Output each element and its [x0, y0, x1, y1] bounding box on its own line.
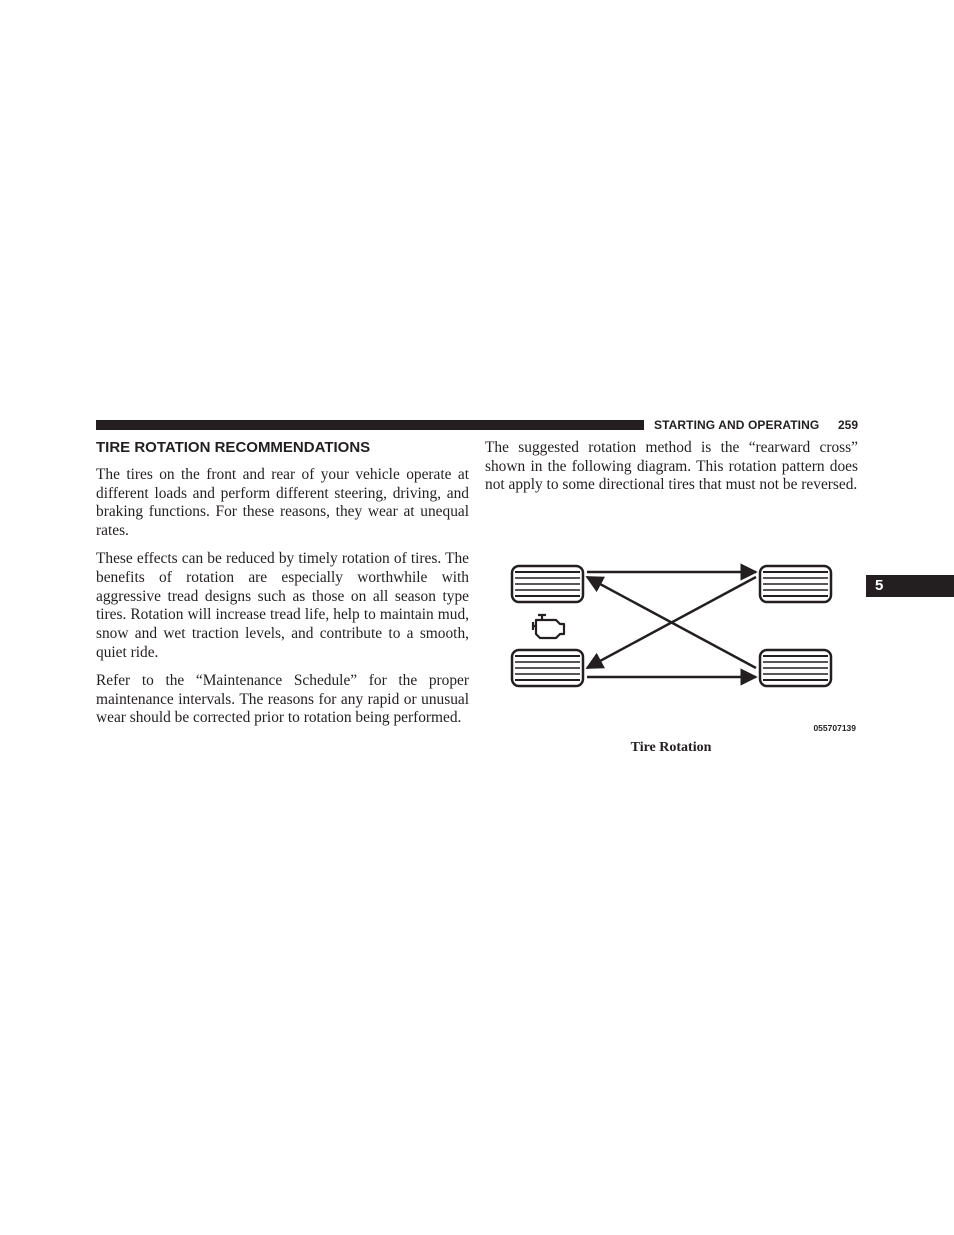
paragraph: Refer to the “Maintenance Schedule” for the proper maintenance intervals. The reasons for any rapid or unusual wear should be corrected prior to rotation being performed.: [96, 672, 469, 727]
paragraph: These effects can be reduced by timely rotation of tires. The benefits of rotation are especially worthwhile with aggressive tread designs such as those on all season type tires. Rotation will increase tread life, help to maintain mud, snow and wet traction levels, and contribute to a smooth, quiet ride.: [96, 550, 469, 661]
tire-icon: [512, 650, 583, 686]
header-rule: [96, 420, 644, 430]
running-header: [654, 417, 858, 433]
chapter-tab: 5: [866, 575, 954, 597]
section-title: STARTING AND OPERATING: [654, 418, 820, 432]
page-number: 259: [837, 418, 858, 432]
tire-icon: [760, 566, 831, 602]
right-column: [485, 439, 858, 495]
figure-code: 055707139: [813, 723, 856, 733]
paragraph: The suggested rotation method is the “rearward cross” shown in the following diagram. This rotation pattern does not apply to some directional tires that must not be reversed.: [485, 439, 858, 494]
left-column: [96, 466, 469, 728]
engine-icon: [533, 615, 564, 638]
tire-icon: [760, 650, 831, 686]
section-heading: TIRE ROTATION RECOMMENDATIONS: [96, 439, 371, 456]
paragraph: The tires on the front and rear of your vehicle operate at different loads and perform different steering, driving, and braking functions. For these reasons, they wear at unequal rates.: [96, 466, 469, 540]
tire-icon: [512, 566, 583, 602]
tire-rotation-diagram: [500, 555, 865, 740]
figure-caption: Tire Rotation: [630, 740, 712, 755]
